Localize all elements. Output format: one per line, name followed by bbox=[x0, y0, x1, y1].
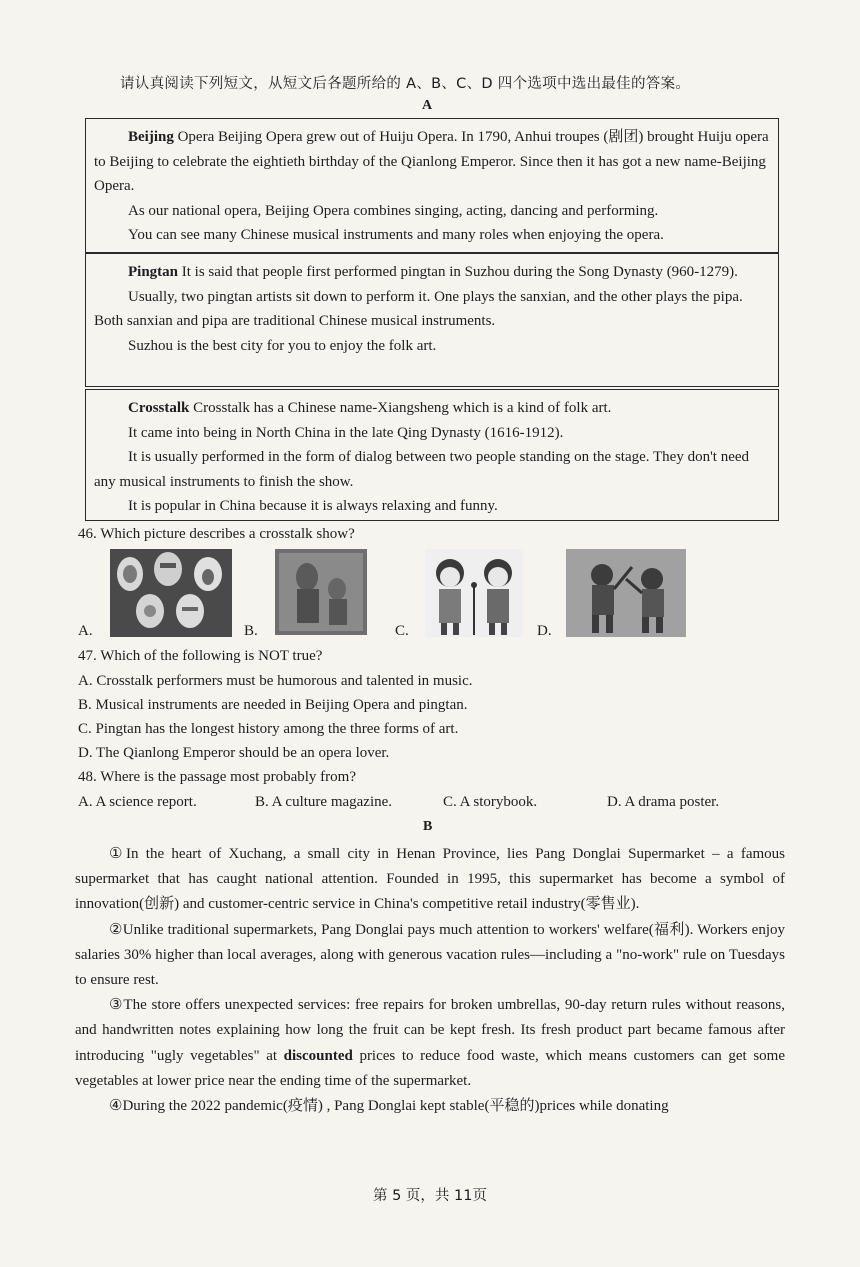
passage-line: Pingtan It is said that people first performed pingtan in Suzhou during the Song Dynasty (960-1279). bbox=[128, 264, 738, 280]
passage-line: As our national opera, Beijing Opera combines singing, acting, dancing and performing. bbox=[128, 202, 659, 219]
bold-keyword: discounted bbox=[283, 1047, 353, 1064]
passage-line: Beijing Opera Beijing Opera grew out of Huiju Opera. In 1790, Anhui troupes (剧团) brought Huiju opera to Beijing to celebrate the eightieth birthday of the Qianlong Emperor. Since then it has got a new name-Beijing Opera. bbox=[94, 129, 769, 194]
section-b-label: B bbox=[423, 819, 433, 834]
passage-line: Crosstalk Crosstalk has a Chinese name-Xiangsheng which is a kind of folk art. bbox=[128, 400, 612, 416]
passage-box-crosstalk bbox=[85, 389, 779, 521]
passage-b-paragraph-3: ③The store offers unexpected services: free repairs for broken umbrellas, 90-day return rules without reasons, and handwritten notes explaining how long the fruit can be kept fresh. Its fresh product part became famous after introducing "ugly vegetables" at discounted prices to reduce food waste, which means customers can get some vegetables at lower price near the ending time of the supermarket. bbox=[75, 997, 785, 1089]
passage-b-paragraph-4: ④During the 2022 pandemic(疫情) , Pang Donglai kept stable(平稳的)prices while donating bbox=[109, 1098, 669, 1115]
passage-heading: Crosstalk bbox=[128, 400, 190, 416]
q48-option-d: D. A drama poster. bbox=[607, 794, 720, 810]
q46-option-b-label: B. bbox=[244, 623, 258, 639]
passage-b-paragraph-1: ①In the heart of Xuchang, a small city in Henan Province, lies Pang Donglai Supermarket – a famous supermarket that has caught national attention. Founded in 1995, this supermarket has become a symbol of innovation(创新) and customer-centric service in China's competitive retail industry(零售业). bbox=[75, 846, 785, 913]
q47-option-d: D. The Qianlong Emperor should be an opera lover. bbox=[78, 745, 390, 761]
instruction-text: 请认真阅读下列短文，从短文后各题所给的 A、B、C、D 四个选项中选出最佳的答案。 bbox=[120, 76, 691, 92]
passage-b-body bbox=[75, 842, 785, 1119]
page-footer: 第 5 页，共 11页 bbox=[372, 1188, 487, 1204]
passage-line: It is popular in China because it is always relaxing and funny. bbox=[128, 498, 498, 514]
question-47-stem: 47. Which of the following is NOT true? bbox=[78, 648, 323, 664]
passage-box-beijing-opera bbox=[85, 118, 779, 253]
passage-line: It came into being in North China in the late Qing Dynasty (1616-1912). bbox=[128, 424, 564, 441]
q47-option-a: A. Crosstalk performers must be humorous and talented in music. bbox=[78, 673, 473, 689]
martial-performers-picture bbox=[566, 549, 686, 637]
opera-stage-picture bbox=[275, 549, 367, 635]
passage-heading: Pingtan bbox=[128, 264, 179, 280]
q46-option-d-label: D. bbox=[537, 623, 552, 639]
q47-option-b: B. Musical instruments are needed in Beijing Opera and pingtan. bbox=[78, 697, 468, 713]
passage-heading: Beijing bbox=[128, 129, 174, 145]
question-46-stem: 46. Which picture describes a crosstalk show? bbox=[78, 526, 355, 542]
q47-option-c: C. Pingtan has the longest history among the three forms of art. bbox=[78, 721, 459, 737]
passage-line: Suzhou is the best city for you to enjoy the folk art. bbox=[128, 337, 437, 354]
q48-option-a: A. A science report. bbox=[78, 794, 197, 810]
q48-option-c: C. A storybook. bbox=[443, 794, 538, 810]
section-a-label: A bbox=[422, 98, 433, 113]
opera-masks-picture bbox=[110, 549, 232, 637]
passage-line: It is usually performed in the form of dialog between two people standing on the stage. They don't need any musical instruments to finish the show. bbox=[94, 449, 750, 490]
passage-line: Usually, two pingtan artists sit down to perform it. One plays the sanxian, and the other plays the pipa. Both sanxian and pipa are traditional Chinese musical instruments. bbox=[94, 288, 743, 329]
passage-box-pingtan bbox=[85, 253, 779, 387]
q46-option-c-label: C. bbox=[395, 623, 409, 639]
question-48-stem: 48. Where is the passage most probably from? bbox=[78, 769, 356, 785]
q46-option-a-label: A. bbox=[78, 623, 93, 639]
passage-line: You can see many Chinese musical instruments and many roles when enjoying the opera. bbox=[128, 227, 664, 243]
crosstalk-two-performers-picture bbox=[425, 549, 523, 637]
q48-option-b: B. A culture magazine. bbox=[255, 794, 393, 810]
passage-b-paragraph-2: ②Unlike traditional supermarkets, Pang Donglai pays much attention to workers' welfare(福利). Workers enjoy salaries 30% higher than local averages, along with generous vacation rules—including a "no-work" rule on Tuesdays to ensure rest. bbox=[75, 921, 785, 989]
